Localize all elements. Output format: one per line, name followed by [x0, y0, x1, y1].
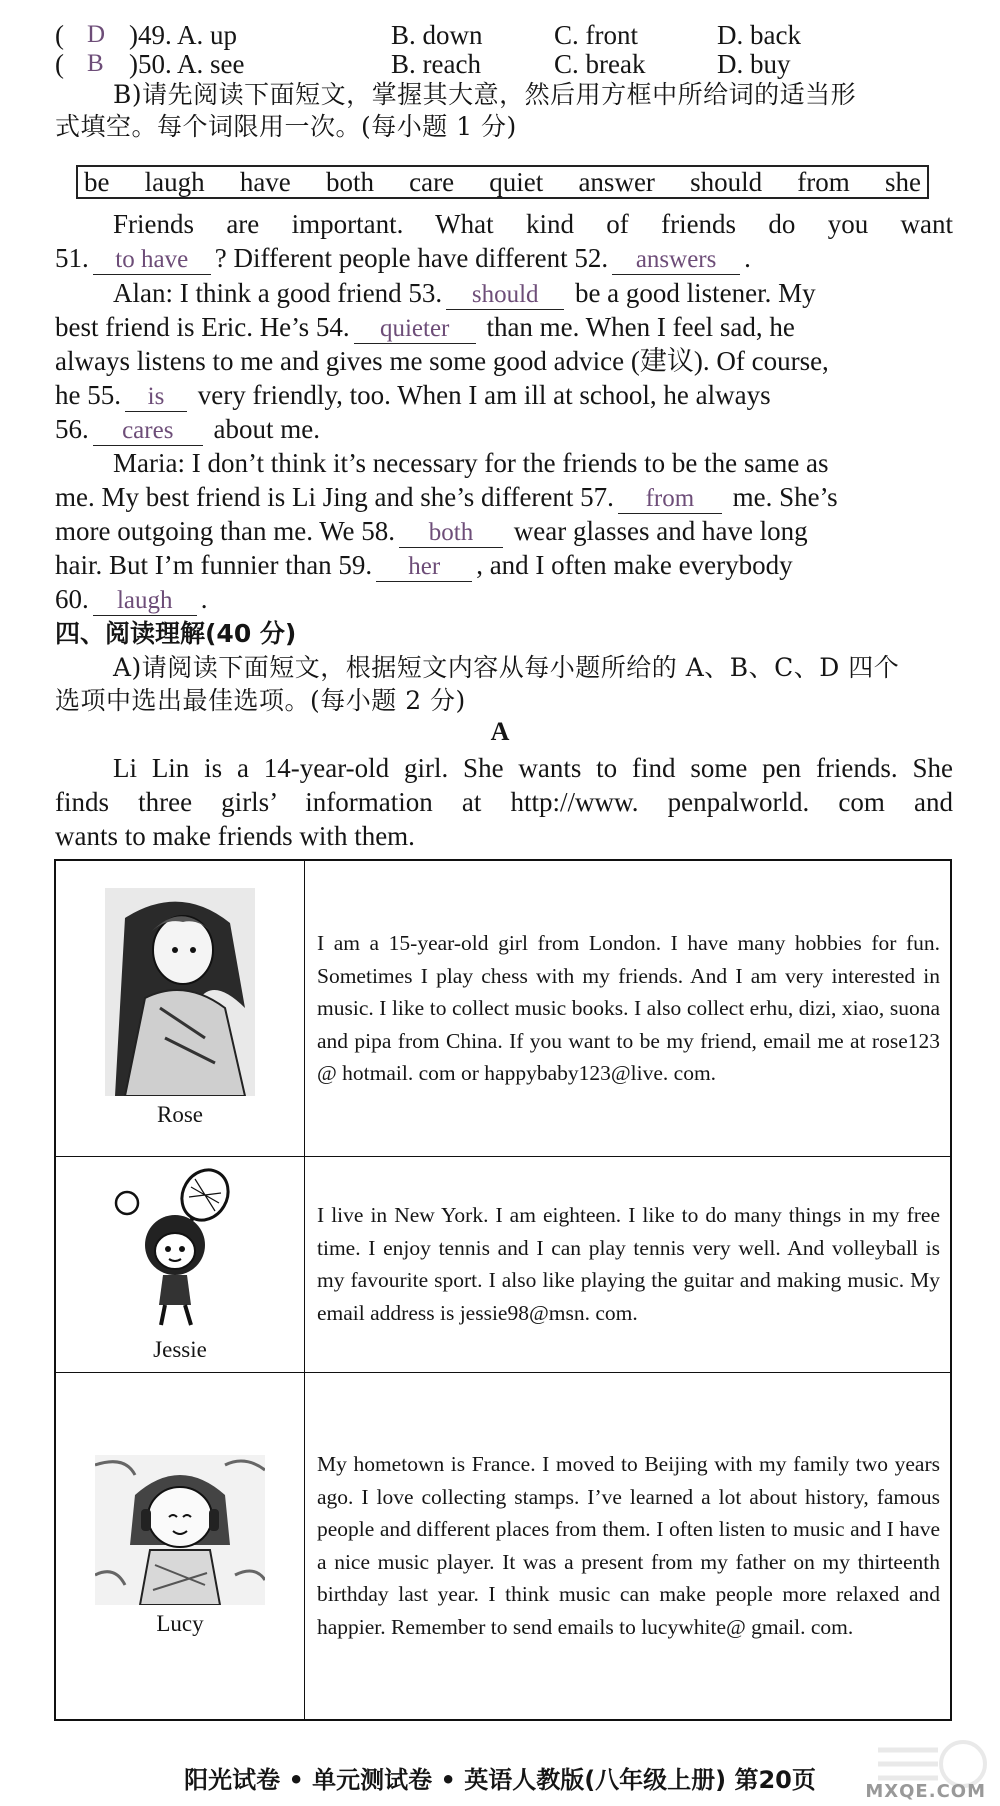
word-item: should: [690, 166, 763, 197]
passage-line: me. My best friend is Li Jing and she’s different 57. from me. She’s: [55, 482, 838, 512]
pen-pal-text: I am a 15-year-old girl from London. I have many hobbies for fun. Sometimes I play chess with my friends. And I am very interested in music. I like to collect music books. I also collect erhu, dizi, xiao, suona and pipa from China. If you want to be my friend, email me at rose123 @ hotmail. com or happybaby123@live. com.: [305, 860, 952, 1156]
option-c: C. front: [554, 20, 638, 50]
page-footer: 阳光试卷 • 单元测试卷 • 英语人教版(八年级上册) 第20页: [184, 1766, 816, 1794]
section-4-instruction-1: A)请阅读下面短文，根据短文内容从每小题所给的 A、B、C、D 四个: [113, 653, 900, 682]
word-item: care: [409, 166, 455, 197]
pen-pal-name: Rose: [157, 1102, 203, 1128]
option-b: B. down: [391, 20, 483, 50]
word-item: both: [325, 166, 374, 197]
pen-pal-text: My hometown is France. I moved to Beijing with my family two years ago. I love collecting stamps. I’ve learned a lot about history, famous people and different places from them. I often listen to music and I have a nice music player. It was a present from my father on my thirteenth birthday last year. I think music can make people more relaxed and happier. Remember to send emails to lucywhite@ gmail. com.: [305, 1372, 952, 1720]
exam-page: ( D )49. A. up B. down C. front D. back ( B )50. A. see B. reach C. break D. buy B)请先阅读下面短文，掌握其大意，然后用方框中所给词的适当形 式填空。每个词限用一次。(每小题 1 分) be laugh have both care quiet answer should from she Friends are important. What kind of friends do you want 51. to have ? Different people have different 52. answers . Alan: I think a good friend 53. should be a good listener. My best friend is Eric. He’s 54. quieter than me. When I feel sad, he always listens to me and gives me some good advice (建议). Of course, he 55. is very friendly, too. When I am ill at school, he always 56. cares about me. Maria: I don’t think it’s necessary for the friends to be the same as me. My best friend is Li Jing and she’s different 57. from me. She’s more outgoing than me. We 58. both wear glasses and have long hair. But I’m funnier than 59. her , and I often make everybody 60. laugh . 四、阅读理解(40 分) A)请阅读下面短文，根据短文内容从每小题所给的 A、B、C、D 四个 选项中选出最佳选项。(每小题 2 分) A Li Lin is a 14-year-old girl. She wants to find some pen friends. She finds three girls’ information at http://www. penpalworld. com and wants to make friends with them. Rose I am a 15-year-old girl from London. I have many hobbies for fun. Sometimes I play chess with my friends. And I am very interested in music. I like to collect music books. I also collect erhu, dizi, xiao, suona and pipa from China. If you want to be my friend, email me at rose123 @ hotmail. com or happybaby123@live. com. Jessie I live in New York. I am eighteen. I like to do many things in my free time. I enjoy tennis and I can play tennis very well. And volleyball is my favourite sport. I also like playing the guitar and making music. My email address is jessie98@msn. com. Lucy My hometown is France. I moved to Beijing with my family two years ago. I love collecting stamps. I’ve learned a lot about history, famous people and different places from them. I often listen to music and I have a nice music player. It was a present from my father on my thirteenth birthday last year. I think music can make people more relaxed and happier. Remember to send emails to lucywhite@ gmail. com. 阳光试卷 • 单元测试卷 • 英语人教版(八年级上册) 第20页 MXQE.COM: [0, 0, 1000, 1806]
mcq-options-a: )50. A. see: [129, 49, 245, 79]
passage-line: 60. laugh .: [55, 584, 208, 614]
pen-pal-text: I live in New York. I am eighteen. I like to do many things in my free time. I enjoy tennis and I can play tennis very well. And volleyball is my favourite sport. I also like playing the guitar and making music. My email address is jessie98@msn. com.: [305, 1156, 952, 1372]
word-box: [76, 165, 929, 199]
lucy-illustration: [95, 1455, 265, 1605]
section-4-instruction-2: 选项中选出最佳选项。(每小题 2 分): [55, 686, 466, 715]
pen-pal-photo-cell: [55, 1372, 305, 1720]
word-item: laugh: [144, 166, 205, 197]
section-b-instruction-2: 式填空。每个词限用一次。(每小题 1 分): [55, 112, 517, 141]
jessie-illustration: [105, 1165, 255, 1331]
intro-line: wants to make friends with them.: [55, 821, 415, 851]
intro-line: Li Lin is a 14-year-old girl. She wants to find some pen friends. She: [113, 753, 953, 783]
word-item: have: [239, 166, 291, 197]
word-item: she: [884, 166, 921, 197]
option-d: D. back: [717, 20, 801, 50]
section-b-instruction-1: B)请先阅读下面短文，掌握其大意，然后用方框中所给词的适当形: [113, 80, 857, 109]
answer-blank-53: should: [446, 281, 564, 310]
word-item: from: [797, 166, 850, 197]
rose-illustration: [105, 888, 255, 1096]
passage-line: Maria: I don’t think it’s necessary for the friends to be the same as: [113, 448, 829, 478]
option-c: C. break: [554, 49, 646, 79]
table-row: [55, 860, 951, 1156]
table-row: [55, 1372, 951, 1720]
option-b: B. reach: [391, 49, 481, 79]
pen-pal-photo-cell: [55, 1156, 305, 1372]
mcq-answer: B: [87, 50, 104, 77]
answer-blank-57: from: [618, 485, 722, 514]
word-item: quiet: [489, 166, 544, 197]
answer-blank-51: to have: [93, 246, 211, 275]
passage-line: 51. to have ? Different people have different 52. answers .: [55, 243, 751, 273]
passage-line: best friend is Eric. He’s 54. quieter than me. When I feel sad, he: [55, 312, 795, 342]
answer-blank-59: her: [376, 553, 472, 582]
pen-pal-name: Jessie: [153, 1337, 207, 1362]
answer-blank-52: answers: [612, 246, 740, 275]
pen-pal-photo-cell: [55, 860, 305, 1156]
passage-line: Friends are important. What kind of friends do you want: [113, 209, 953, 239]
passage-letter: A: [490, 717, 510, 746]
section-heading: 四、阅读理解(40 分): [55, 619, 297, 648]
option-d: D. buy: [717, 49, 791, 79]
answer-blank-56: cares: [93, 417, 203, 446]
answer-blank-54: quieter: [354, 315, 476, 344]
passage-line: hair. But I’m funnier than 59. her , and I often make everybody: [55, 550, 793, 580]
passage-line: Alan: I think a good friend 53. should be a good listener. My: [113, 278, 816, 308]
table-row: [55, 1156, 951, 1372]
word-item: answer: [578, 166, 655, 197]
pen-pal-table: [54, 859, 952, 1721]
mcq-answer: D: [87, 21, 106, 48]
passage-line: he 55. is very friendly, too. When I am ill at school, he always: [55, 380, 771, 410]
answer-blank-55: is: [125, 383, 187, 412]
watermark-text: MXQE.COM: [865, 1781, 986, 1802]
pen-pal-name: Lucy: [156, 1610, 204, 1636]
intro-line: finds three girls’ information at http://www. penpalworld. com and: [55, 787, 953, 817]
passage-line: 56. cares about me.: [55, 414, 320, 444]
passage-line: always listens to me and gives me some good advice (建议). Of course,: [55, 346, 829, 376]
mcq-options-a: )49. A. up: [129, 20, 237, 50]
word-item: be: [84, 166, 110, 197]
passage-line: more outgoing than me. We 58. both wear glasses and have long: [55, 516, 808, 546]
answer-blank-58: both: [399, 519, 503, 548]
answer-blank-60: laugh: [93, 587, 197, 616]
